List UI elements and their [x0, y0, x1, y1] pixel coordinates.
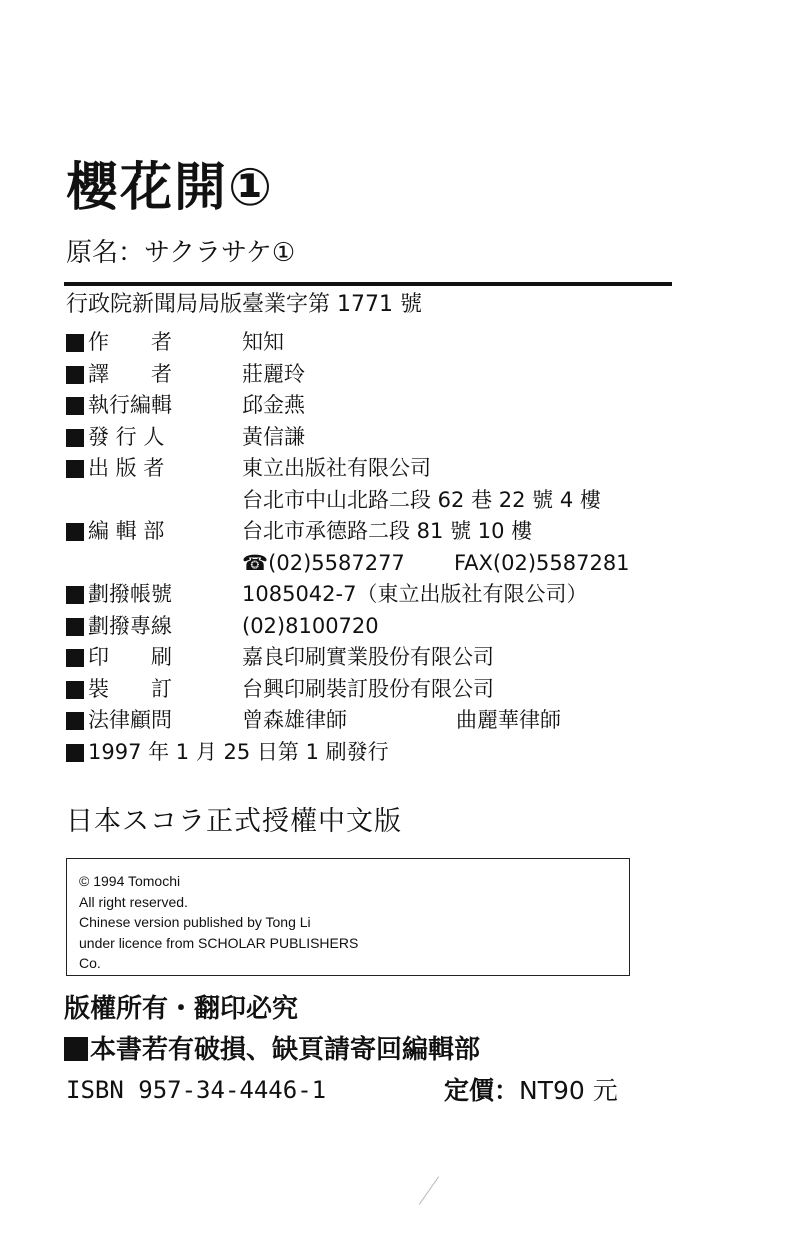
bullet-square-icon: [66, 712, 84, 730]
bullet-square-icon: [66, 649, 84, 667]
credit-row-editor: [66, 390, 666, 422]
title-divider: [64, 282, 672, 286]
bullet-square-icon: [66, 397, 84, 415]
credit-row-publisher-person: [66, 422, 666, 454]
credit-label: 法律顧問: [88, 708, 172, 732]
credit-row-author: [66, 327, 666, 359]
credit-row-binding: [66, 674, 666, 706]
credit-row-publisher: [66, 453, 666, 485]
license-number: 行政院新聞局局版臺業字第 1771 號: [66, 292, 422, 317]
fax-number: FAX(02)5587281: [454, 550, 630, 575]
credit-row-giro-account: [66, 579, 666, 611]
credit-row-publisher-address: [66, 485, 666, 517]
credit-label: 印 刷: [88, 645, 172, 669]
rights-notice: 版權所有・翻印必究: [64, 994, 299, 1024]
phone-number: ☎(02)5587277: [242, 550, 405, 575]
bullet-square-icon: [66, 366, 84, 384]
credit-value: 嘉良印刷實業股份有限公司: [242, 645, 494, 669]
credit-row-editorial: [66, 516, 666, 548]
credit-row-translator: [66, 359, 666, 391]
damage-notice-row: [64, 1037, 480, 1063]
original-title: 原名：サクラサケ①: [66, 238, 296, 268]
bullet-square-icon: [66, 618, 84, 636]
damage-notice: 本書若有破損、缺頁請寄回編輯部: [90, 1035, 481, 1065]
credit-row-legal: [66, 705, 666, 737]
print-date-row: [66, 737, 666, 769]
bullet-square-icon: [66, 429, 84, 447]
bullet-square-icon: [66, 523, 84, 541]
credit-label: 出 版 者: [88, 456, 165, 480]
credit-value: 台北市承德路二段 81 號 10 樓: [242, 519, 533, 543]
bullet-square-icon: [66, 460, 84, 478]
bullet-square-icon: [66, 744, 84, 762]
credit-value: 台北市中山北路二段 62 巷 22 號 4 樓: [242, 487, 601, 512]
credits-list: [66, 327, 666, 768]
credit-value: 莊麗玲: [242, 361, 305, 386]
credit-label: 執行編輯: [88, 393, 172, 417]
print-date: 1997 年 1 月 25 日第 1 刷發行: [88, 739, 389, 764]
credit-value: 東立出版社有限公司: [242, 456, 431, 480]
credit-label: 裝 訂: [88, 676, 172, 701]
copyright-box: [66, 858, 630, 976]
price-label: 定價：: [444, 1076, 520, 1105]
credit-label: 譯 者: [88, 361, 172, 386]
bullet-square-icon: [64, 1037, 88, 1061]
price-value: NT90 元: [519, 1076, 618, 1105]
price: [444, 1078, 618, 1103]
credit-row-phone: [66, 548, 666, 580]
credit-value: 邱金燕: [242, 393, 305, 417]
copyright-line: Co.: [79, 955, 101, 971]
bullet-square-icon: [66, 334, 84, 352]
authorized-edition: 日本スコラ正式授權中文版: [66, 806, 402, 837]
copyright-line: All right reserved.: [79, 893, 188, 910]
scan-mark: [419, 1176, 439, 1204]
credit-value: 台興印刷裝訂股份有限公司: [242, 676, 494, 701]
copyright-line: under licence from SCHOLAR PUBLISHERS: [79, 934, 359, 951]
credit-value-secondary: 曲麗華律師: [456, 708, 561, 732]
credit-row-printing: [66, 642, 666, 674]
credit-label: 發 行 人: [88, 424, 165, 449]
copyright-line: © 1994 Tomochi: [79, 873, 181, 889]
credit-label: 劃撥專線: [88, 613, 172, 638]
isbn: ISBN 957-34-4446-1: [66, 1076, 327, 1104]
copyright-line: Chinese version published by Tong Li: [79, 914, 311, 930]
credit-value: 黃信謙: [242, 424, 305, 449]
bullet-square-icon: [66, 586, 84, 604]
credit-value: 知知: [242, 330, 284, 354]
bullet-square-icon: [66, 681, 84, 699]
credit-label: 作 者: [88, 330, 172, 354]
credit-value: 曾森雄律師: [242, 708, 347, 732]
credit-label: 編 輯 部: [88, 519, 165, 543]
book-title: 櫻花開①: [66, 158, 275, 218]
credit-label: 劃撥帳號: [88, 582, 172, 606]
credit-value: 1085042-7（東立出版社有限公司）: [242, 582, 588, 606]
credit-row-giro-line: [66, 611, 666, 643]
credit-value: (02)8100720: [242, 613, 379, 638]
